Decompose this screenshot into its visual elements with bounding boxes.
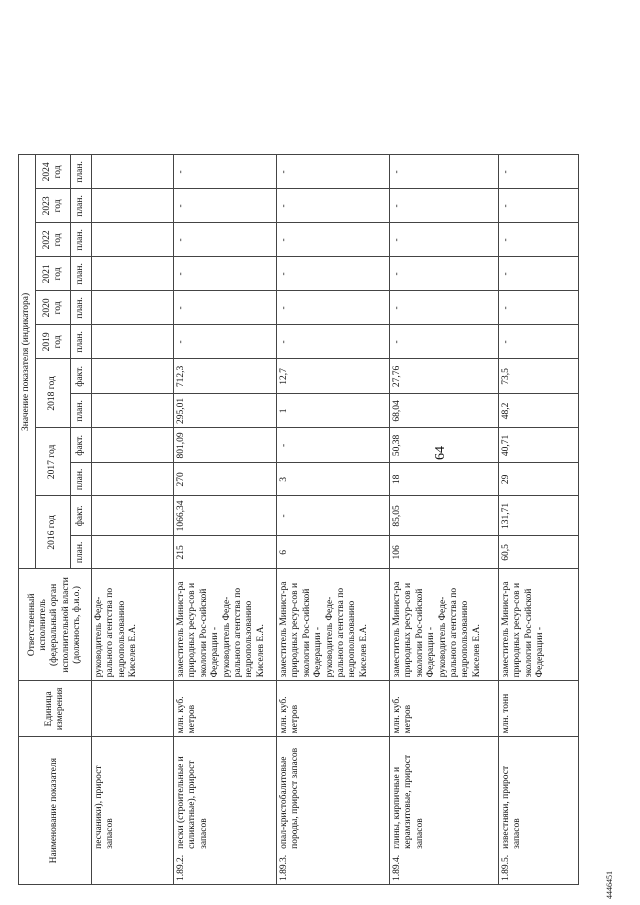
value-cell	[92, 536, 174, 569]
value-cell: 6	[277, 536, 390, 569]
year-header: 2019 год	[36, 325, 71, 359]
table-row	[92, 155, 174, 885]
value-cell: -	[390, 257, 499, 291]
row-responsible: заместитель Минист-ра природных ресур-сов и экологии Рос-сийской Федерации - руководитель Феде-рального агентства по недропользованию Киселев Е.А.	[277, 569, 390, 681]
document-code: 4446451	[605, 871, 614, 899]
value-cell: 50,38	[390, 428, 499, 463]
value-cell	[92, 325, 174, 359]
value-cell: 48,2	[499, 394, 579, 428]
value-cell	[92, 155, 174, 189]
value-cell: -	[277, 223, 390, 257]
value-cell	[92, 359, 174, 394]
row-unit: млн. тонн	[499, 681, 579, 737]
value-cell: -	[499, 325, 579, 359]
plan-header: план.	[71, 291, 92, 325]
value-cell: 85,05	[390, 496, 499, 536]
value-cell: 27,76	[390, 359, 499, 394]
value-cell: -	[277, 291, 390, 325]
value-cell: 1	[277, 394, 390, 428]
value-cell: 40,71	[499, 428, 579, 463]
col-header-unit: Единица измерения	[19, 681, 92, 737]
value-cell: -	[390, 189, 499, 223]
value-cell: -	[499, 223, 579, 257]
header-row-1	[19, 155, 36, 885]
row-name: пески (строительные и силикатные), прирост запасов	[174, 737, 277, 852]
row-number: 1.89.3.	[277, 852, 390, 885]
value-cell: 12,7	[277, 359, 390, 394]
value-cell: -	[174, 189, 277, 223]
row-responsible: заместитель Минист-ра природных ресур-сов и экологии Рос-сийской Федерации - руководитель Феде-рального агентства по недропользованию Киселев Е.А.	[174, 569, 277, 681]
col-header-responsible: Ответственный исполнитель (федеральный орган исполнительной власти (должность, ф.и.о.)	[19, 569, 92, 681]
value-cell: -	[277, 325, 390, 359]
value-cell: -	[499, 189, 579, 223]
value-cell: -	[174, 325, 277, 359]
fact-header: факт.	[71, 359, 92, 394]
year-header: 2023 год	[36, 189, 71, 223]
value-cell: 712,3	[174, 359, 277, 394]
row-responsible: заместитель Минист-ра природных ресур-сов и экологии Рос-сийской Федерации -	[499, 569, 579, 681]
indicator-table	[18, 154, 579, 885]
value-cell	[92, 428, 174, 463]
plan-header: план.	[71, 325, 92, 359]
value-cell: 73,5	[499, 359, 579, 394]
value-cell: 29	[499, 463, 579, 496]
value-cell: 295,01	[174, 394, 277, 428]
value-cell: 801,09	[174, 428, 277, 463]
row-name: песчаники), прирост запасов	[92, 737, 174, 852]
value-cell: -	[277, 189, 390, 223]
value-cell: -	[499, 291, 579, 325]
fact-header: факт.	[71, 428, 92, 463]
value-cell: -	[499, 155, 579, 189]
value-cell	[92, 463, 174, 496]
table-row	[174, 155, 277, 885]
value-cell: 270	[174, 463, 277, 496]
row-number: 1.89.4.	[390, 852, 499, 885]
value-cell: -	[390, 291, 499, 325]
row-number: 1.89.2.	[174, 852, 277, 885]
value-cell: -	[174, 291, 277, 325]
value-cell: -	[174, 257, 277, 291]
row-unit: млн. куб. метров	[277, 681, 390, 737]
fact-header: факт.	[71, 496, 92, 536]
col-header-name: Наименование показателя	[19, 737, 92, 885]
value-cell	[92, 394, 174, 428]
value-cell: -	[174, 223, 277, 257]
value-cell: -	[277, 257, 390, 291]
value-cell: 60,5	[499, 536, 579, 569]
row-unit	[92, 681, 174, 737]
plan-header: план.	[71, 463, 92, 496]
value-cell	[92, 257, 174, 291]
row-number: 1.89.5.	[499, 852, 579, 885]
value-cell: 131,71	[499, 496, 579, 536]
value-cell	[92, 291, 174, 325]
plan-header: план.	[71, 257, 92, 291]
year-header: 2022 год	[36, 223, 71, 257]
plan-header: план.	[71, 155, 92, 189]
value-cell: -	[390, 155, 499, 189]
value-cell: -	[174, 155, 277, 189]
row-responsible: заместитель Минист-ра природных ресур-сов и экологии Рос-сийской Федерации - руководитель Феде-рального агентства по недропользованию Киселев Е.А.	[390, 569, 499, 681]
value-cell: -	[277, 496, 390, 536]
row-responsible: руководитель Феде-рального агентства по недропользованию Киселев Е.А.	[92, 569, 174, 681]
row-name: известняки, прирост запасов	[499, 737, 579, 852]
value-cell: 3	[277, 463, 390, 496]
table-row	[499, 155, 579, 885]
value-cell	[92, 223, 174, 257]
plan-header: план.	[71, 394, 92, 428]
row-unit: млн. куб. метров	[174, 681, 277, 737]
year-header: 2018 год	[36, 359, 71, 428]
value-cell: 68,04	[390, 394, 499, 428]
value-cell	[92, 496, 174, 536]
plan-header: план.	[71, 536, 92, 569]
row-name: опал-кристобалитовые породы, прирост запасов	[277, 737, 390, 852]
year-header: 2016 год	[36, 496, 71, 569]
value-cell: 215	[174, 536, 277, 569]
row-number	[92, 852, 174, 885]
value-cell: -	[277, 428, 390, 463]
table-row	[277, 155, 390, 885]
value-cell: -	[390, 223, 499, 257]
value-cell	[92, 189, 174, 223]
value-cell: 106	[390, 536, 499, 569]
plan-header: план.	[71, 223, 92, 257]
row-unit: млн. куб. метров	[390, 681, 499, 737]
page-number: 64	[433, 446, 448, 460]
row-name: глины, кирпичные и керамзитовые, прирост запасов	[390, 737, 499, 852]
value-cell: 18	[390, 463, 499, 496]
value-cell: 1066,34	[174, 496, 277, 536]
col-header-values-group: Значение показателя (индикатора)	[19, 155, 36, 569]
value-cell: -	[499, 257, 579, 291]
plan-header: план.	[71, 189, 92, 223]
value-cell: -	[390, 325, 499, 359]
year-header: 2024 год	[36, 155, 71, 189]
table-row	[390, 155, 499, 885]
year-header: 2017 год	[36, 428, 71, 496]
year-header: 2021 год	[36, 257, 71, 291]
year-header: 2020 год	[36, 291, 71, 325]
value-cell: -	[277, 155, 390, 189]
